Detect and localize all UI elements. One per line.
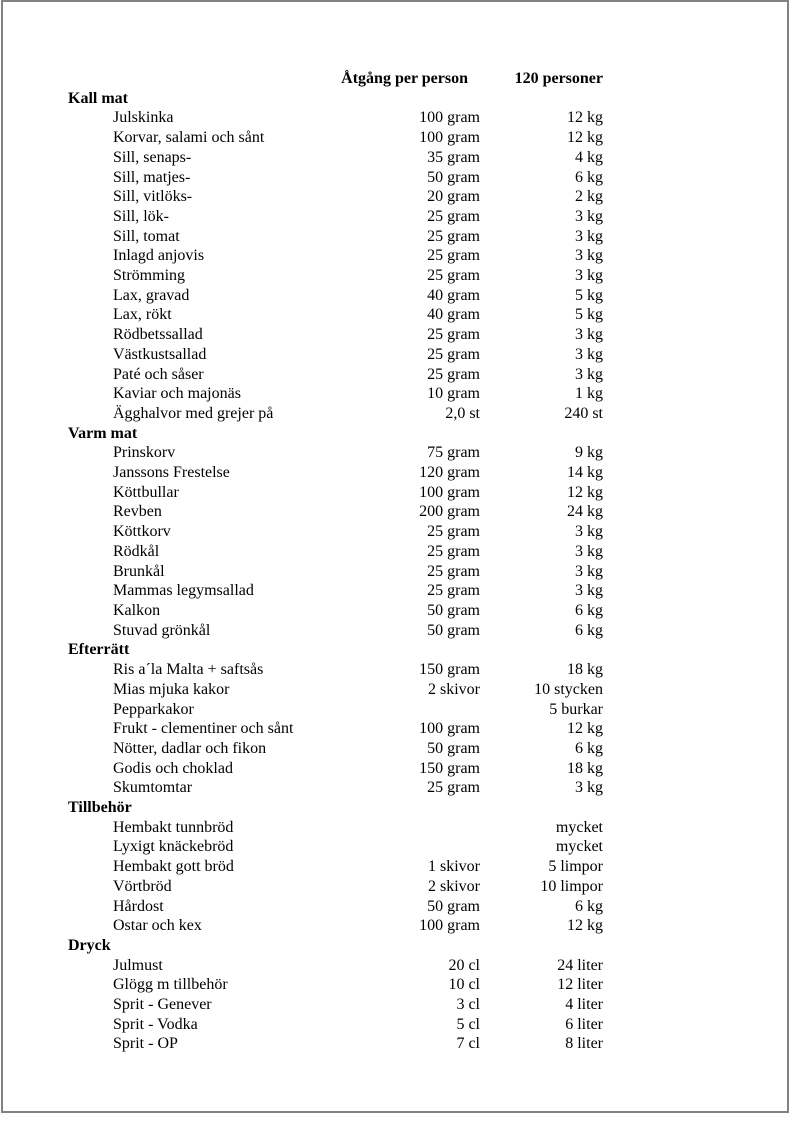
value-per-person: 100 gram [419, 483, 480, 501]
value-per-person: 5 cl [456, 1015, 480, 1033]
value-per-person [310, 837, 480, 857]
section-per-person-cell [310, 89, 480, 109]
value-total: 3 kg [575, 227, 603, 245]
value-per-person: 1 skivor [428, 858, 480, 876]
table-row [68, 995, 603, 1015]
table-row [68, 286, 603, 306]
value-total: 8 liter [565, 1035, 603, 1053]
item-name: Rödkål [113, 542, 160, 560]
value-per-person: 25 gram [427, 267, 480, 285]
table-row [68, 246, 603, 266]
section-title: Dryck [68, 936, 111, 954]
table-row [68, 759, 603, 779]
item-name: Frukt - clementiner och sånt [113, 720, 294, 738]
item-name: Ostar och kex [113, 917, 202, 935]
value-total: 1 kg [575, 385, 603, 403]
item-name: Paté och såser [113, 365, 204, 383]
value-per-person: 50 gram [427, 739, 480, 757]
section-header-row [68, 936, 603, 956]
value-total: 3 kg [575, 267, 603, 285]
section-total-cell [480, 89, 603, 109]
value-per-person: 25 gram [427, 207, 480, 225]
value-per-person: 100 gram [419, 917, 480, 935]
table-row [68, 1015, 603, 1035]
value-per-person: 50 gram [427, 168, 480, 186]
value-total: 6 kg [575, 897, 603, 915]
item-name: Brunkål [113, 562, 165, 580]
table-row [68, 680, 603, 700]
table-row [68, 108, 603, 128]
table-row [68, 975, 603, 995]
value-total: 12 kg [567, 720, 603, 738]
table-row [68, 522, 603, 542]
item-name: Ris a´la Malta + saftsås [113, 661, 264, 679]
value-total: 5 kg [575, 306, 603, 324]
table-row [68, 148, 603, 168]
table-row [68, 916, 603, 936]
table-row [68, 305, 603, 325]
value-per-person: 25 gram [427, 523, 480, 541]
table-row [68, 562, 603, 582]
table-row [68, 325, 603, 345]
value-total: 5 burkar [549, 700, 603, 718]
value-per-person: 2 skivor [428, 877, 480, 895]
table-row [68, 365, 603, 385]
value-per-person: 75 gram [427, 444, 480, 462]
value-per-person: 10 gram [427, 385, 480, 403]
value-total: 6 kg [575, 739, 603, 757]
table-row [68, 502, 603, 522]
value-per-person: 25 gram [427, 345, 480, 363]
section-total-cell [480, 936, 603, 956]
table-row [68, 1034, 603, 1054]
table-row [68, 187, 603, 207]
column-header-per-person: Åtgång per person [341, 70, 468, 87]
item-name: Kaviar och majonäs [113, 385, 241, 403]
table-row [68, 483, 603, 503]
value-total: 14 kg [567, 464, 603, 482]
section-total-cell [480, 798, 603, 818]
table-row [68, 601, 603, 621]
value-total: 12 liter [557, 976, 603, 994]
item-name: Sill, tomat [113, 227, 180, 245]
item-name: Prinskorv [113, 444, 176, 462]
item-name: Hembakt tunnbröd [113, 818, 234, 836]
value-total: 12 kg [567, 109, 603, 127]
value-total: mycket [555, 838, 603, 856]
section-per-person-cell [310, 798, 480, 818]
table-row [68, 542, 603, 562]
value-per-person [310, 700, 480, 720]
value-per-person: 100 gram [419, 720, 480, 738]
table-row [68, 660, 603, 680]
value-total: 10 limpor [540, 877, 603, 895]
table-row [68, 207, 603, 227]
section-header-row [68, 89, 603, 109]
section-title: Varm mat [68, 424, 138, 442]
item-name: Revben [113, 503, 162, 521]
value-total: 24 liter [557, 956, 603, 974]
value-total: 3 kg [575, 365, 603, 383]
item-name: Vörtbröd [113, 877, 172, 895]
table-row [68, 404, 603, 424]
item-name: Skumtomtar [113, 779, 193, 797]
value-per-person: 3 cl [456, 996, 480, 1014]
item-name: Mammas legymsallad [113, 582, 254, 600]
value-total: 4 liter [565, 996, 603, 1014]
value-total: 6 kg [575, 621, 603, 639]
value-per-person: 25 gram [427, 542, 480, 560]
value-per-person: 100 gram [419, 109, 480, 127]
value-per-person: 25 gram [427, 247, 480, 265]
value-per-person: 25 gram [427, 227, 480, 245]
section-title: Efterrätt [68, 641, 130, 659]
value-per-person: 25 gram [427, 582, 480, 600]
value-total: 18 kg [567, 759, 603, 777]
item-name: Ägghalvor med grejer på [113, 404, 274, 422]
table-row [68, 857, 603, 877]
value-total: 5 limpor [548, 858, 603, 876]
value-per-person: 150 gram [419, 759, 480, 777]
value-total: 10 stycken [534, 680, 603, 698]
item-name: Sill, senaps- [113, 148, 192, 166]
table-row [68, 227, 603, 247]
value-per-person: 50 gram [427, 601, 480, 619]
section-header-row [68, 640, 603, 660]
value-per-person: 7 cl [456, 1035, 480, 1053]
value-per-person: 150 gram [419, 661, 480, 679]
value-total: 3 kg [575, 779, 603, 797]
section-total-cell [480, 424, 603, 444]
item-name: Nötter, dadlar och fikon [113, 739, 267, 757]
item-name: Sill, lök- [113, 207, 170, 225]
header-spacer [68, 69, 310, 89]
value-per-person: 25 gram [427, 365, 480, 383]
item-name: Inlagd anjovis [113, 247, 205, 265]
item-name: Kalkon [113, 601, 161, 619]
item-name: Godis och choklad [113, 759, 233, 777]
value-total: 6 kg [575, 601, 603, 619]
table-row [68, 877, 603, 897]
value-per-person: 2 skivor [428, 680, 480, 698]
value-total: 6 kg [575, 168, 603, 186]
value-total: mycket [555, 818, 603, 836]
item-name: Sill, matjes- [113, 168, 191, 186]
item-name: Pepparkakor [113, 700, 194, 718]
section-per-person-cell [310, 424, 480, 444]
section-per-person-cell [310, 936, 480, 956]
value-total: 3 kg [575, 247, 603, 265]
value-total: 3 kg [575, 345, 603, 363]
value-per-person: 25 gram [427, 562, 480, 580]
table-row [68, 168, 603, 188]
value-per-person: 25 gram [427, 779, 480, 797]
item-name: Sprit - Genever [113, 996, 212, 1014]
item-name: Julmust [113, 956, 163, 974]
value-total: 3 kg [575, 523, 603, 541]
table-row [68, 956, 603, 976]
table-row [68, 621, 603, 641]
item-name: Köttbullar [113, 483, 179, 501]
value-per-person: 35 gram [427, 148, 480, 166]
value-total: 3 kg [575, 207, 603, 225]
value-per-person: 100 gram [419, 129, 480, 147]
item-name: Strömming [113, 267, 186, 285]
table-row [68, 897, 603, 917]
value-total: 24 kg [567, 503, 603, 521]
food-planning-table [68, 69, 603, 1054]
value-per-person: 20 gram [427, 188, 480, 206]
item-name: Mias mjuka kakor [113, 680, 230, 698]
item-name: Lax, rökt [113, 306, 172, 324]
item-name: Sprit - Vodka [113, 1015, 198, 1033]
value-total: 6 liter [565, 1015, 603, 1033]
value-total: 240 st [564, 404, 603, 422]
table-row [68, 384, 603, 404]
table-row [68, 818, 603, 838]
item-name: Julskinka [113, 109, 174, 127]
value-per-person: 200 gram [419, 503, 480, 521]
item-name: Sprit - OP [113, 1035, 178, 1053]
table-row [68, 266, 603, 286]
section-per-person-cell [310, 640, 480, 660]
value-total: 3 kg [575, 582, 603, 600]
value-per-person: 20 cl [448, 956, 480, 974]
value-per-person: 40 gram [427, 286, 480, 304]
value-per-person: 10 cl [448, 976, 480, 994]
value-total: 3 kg [575, 542, 603, 560]
column-header-total: 120 personer [514, 70, 603, 87]
value-per-person: 120 gram [419, 464, 480, 482]
value-total: 4 kg [575, 148, 603, 166]
table-row [68, 778, 603, 798]
table-row [68, 463, 603, 483]
value-total: 12 kg [567, 483, 603, 501]
table-row [68, 719, 603, 739]
value-total: 12 kg [567, 917, 603, 935]
item-name: Köttkorv [113, 523, 171, 541]
section-total-cell [480, 640, 603, 660]
table-row [68, 837, 603, 857]
table-row [68, 700, 603, 720]
item-name: Janssons Frestelse [113, 464, 230, 482]
table-row [68, 443, 603, 463]
item-name: Glögg m tillbehör [113, 976, 228, 994]
item-name: Hårdost [113, 897, 164, 915]
section-title: Kall mat [68, 89, 128, 107]
table-row [68, 128, 603, 148]
value-total: 12 kg [567, 129, 603, 147]
value-per-person: 50 gram [427, 621, 480, 639]
item-name: Rödbetssallad [113, 326, 203, 344]
value-total: 3 kg [575, 562, 603, 580]
table-row [68, 739, 603, 759]
item-name: Sill, vitlöks- [113, 188, 193, 206]
section-header-row [68, 798, 603, 818]
item-name: Hembakt gott bröd [113, 858, 234, 876]
item-name: Stuvad grönkål [113, 621, 211, 639]
value-per-person: 2,0 st [445, 404, 480, 422]
table-row [68, 345, 603, 365]
value-total: 5 kg [575, 286, 603, 304]
item-name: Västkustsallad [113, 345, 207, 363]
section-title: Tillbehör [68, 799, 132, 817]
section-header-row [68, 424, 603, 444]
value-per-person: 40 gram [427, 306, 480, 324]
table-header-row [68, 69, 603, 89]
item-name: Lyxigt knäckebröd [113, 838, 234, 856]
value-total: 2 kg [575, 188, 603, 206]
value-total: 3 kg [575, 326, 603, 344]
table-row [68, 581, 603, 601]
item-name: Lax, gravad [113, 286, 190, 304]
food-table-body [68, 89, 603, 1054]
value-per-person [310, 818, 480, 838]
value-per-person: 50 gram [427, 897, 480, 915]
value-total: 18 kg [567, 661, 603, 679]
item-name: Korvar, salami och sånt [113, 129, 265, 147]
value-total: 9 kg [575, 444, 603, 462]
value-per-person: 25 gram [427, 326, 480, 344]
